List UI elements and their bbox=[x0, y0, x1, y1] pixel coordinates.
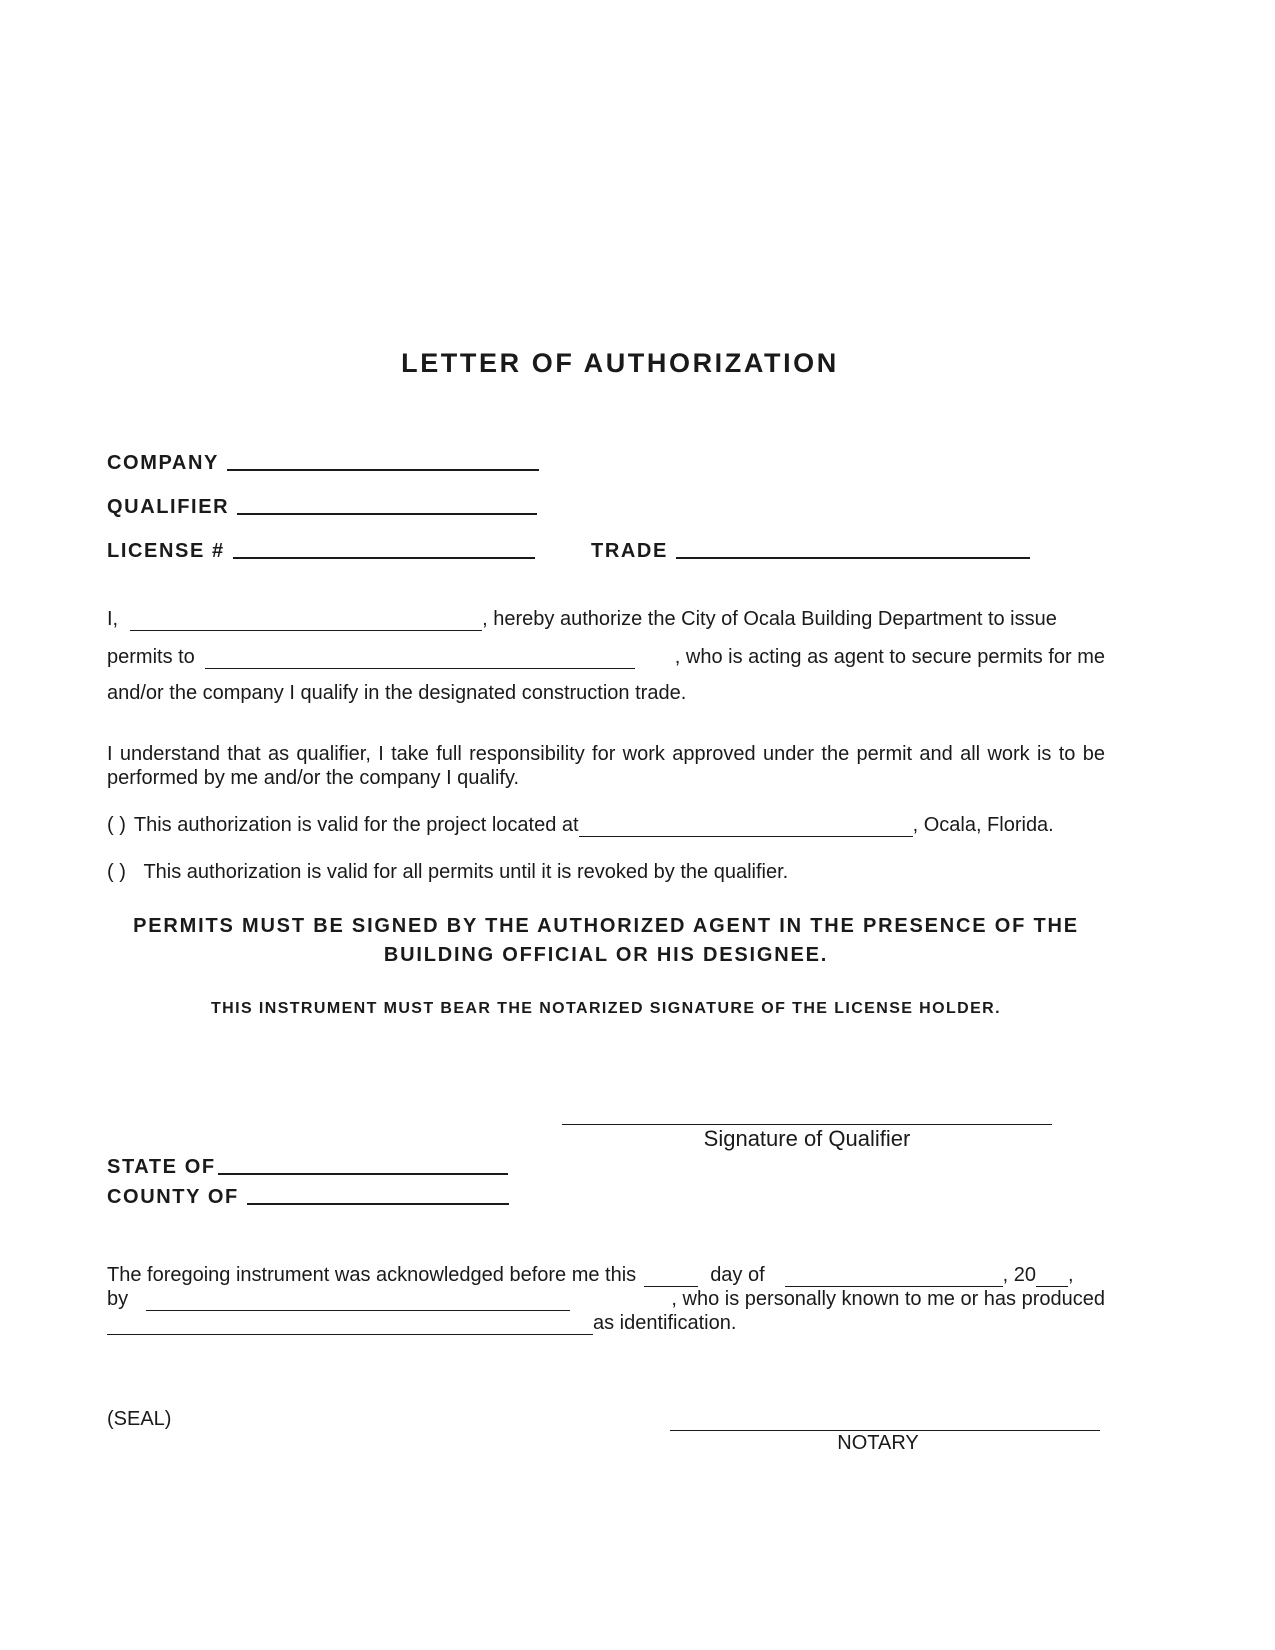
company-label: COMPANY bbox=[107, 452, 219, 474]
ack-identification-blank[interactable] bbox=[107, 1316, 593, 1335]
option-project-text: This authorization is valid for the project located at bbox=[133, 814, 579, 836]
para1-line2-end: , who is acting as agent to secure permits for me bbox=[674, 646, 1105, 668]
name-blank[interactable] bbox=[130, 612, 482, 631]
qualifier-input-line[interactable] bbox=[237, 512, 537, 515]
notarized-signature-notice: THIS INSTRUMENT MUST BEAR THE NOTARIZED SIGNATURE OF THE LICENSE HOLDER. bbox=[211, 1000, 1001, 1017]
qualifier-field bbox=[107, 496, 537, 519]
ack-line1 bbox=[107, 1264, 1074, 1287]
ack-line2 bbox=[107, 1288, 1105, 1311]
ack-line1-c: , 20 bbox=[1002, 1264, 1037, 1286]
option-project-checkbox[interactable]: ( ) bbox=[107, 814, 126, 836]
qualifier-signature-label: Signature of Qualifier bbox=[703, 1126, 911, 1151]
ack-line1-d: , bbox=[1068, 1264, 1074, 1286]
ack-day-blank[interactable] bbox=[644, 1268, 698, 1287]
trade-input-line[interactable] bbox=[676, 556, 1030, 559]
county-label: COUNTY OF bbox=[107, 1186, 239, 1208]
option-all-permits-checkbox[interactable]: ( ) bbox=[107, 861, 126, 883]
notary-label: NOTARY bbox=[837, 1432, 919, 1454]
para1-line3: and/or the company I qualify in the designated construction trade. bbox=[107, 682, 687, 704]
ack-year-blank[interactable] bbox=[1036, 1268, 1068, 1287]
notary-signature-line[interactable] bbox=[670, 1430, 1100, 1431]
company-field bbox=[107, 452, 539, 475]
ack-line1-a: The foregoing instrument was acknowledged before me this bbox=[107, 1264, 637, 1286]
qualifier-label: QUALIFIER bbox=[107, 496, 230, 518]
ack-line2-b: , who is personally known to me or has produced bbox=[671, 1288, 1105, 1310]
para1-line2-start: permits to bbox=[107, 646, 195, 668]
ack-line3-text: as identification. bbox=[593, 1312, 737, 1334]
ack-line1-b: day of bbox=[710, 1264, 765, 1286]
state-field bbox=[107, 1156, 508, 1179]
ack-person-blank[interactable] bbox=[146, 1292, 570, 1311]
project-location-blank[interactable] bbox=[579, 818, 913, 837]
responsibility-paragraph: I understand that as qualifier, I take full responsibility for work approved under the permit and all work is to be performed by me and/or the company I qualify. bbox=[107, 743, 1105, 789]
agent-blank[interactable] bbox=[205, 650, 635, 669]
option-project-tail: , Ocala, Florida. bbox=[912, 814, 1054, 836]
option-all-permits bbox=[107, 861, 788, 884]
county-input-line[interactable] bbox=[247, 1202, 509, 1205]
agent-signing-notice: PERMITS MUST BE SIGNED BY THE AUTHORIZED AGENT IN THE PRESENCE OF THE BUILDING OFFICIAL OR HIS DESIGNEE. bbox=[133, 915, 1079, 966]
state-input-line[interactable] bbox=[218, 1172, 508, 1175]
para1-line1-start: I, bbox=[107, 608, 119, 630]
license-label: LICENSE # bbox=[107, 540, 225, 562]
trade-label: TRADE bbox=[591, 540, 668, 562]
ack-line3 bbox=[107, 1312, 736, 1335]
para1-line2 bbox=[107, 646, 1105, 669]
option-project bbox=[107, 814, 1054, 837]
county-field bbox=[107, 1186, 509, 1209]
ack-month-blank[interactable] bbox=[785, 1268, 1003, 1287]
license-input-line[interactable] bbox=[233, 556, 535, 559]
seal-label: (SEAL) bbox=[107, 1408, 172, 1430]
para1-line1-end: , hereby authorize the City of Ocala Building Department to issue bbox=[482, 608, 1057, 630]
license-field bbox=[107, 540, 535, 563]
trade-field bbox=[591, 540, 1030, 563]
company-input-line[interactable] bbox=[227, 468, 539, 471]
page-title: LETTER OF AUTHORIZATION bbox=[401, 348, 839, 378]
ack-line2-a: by bbox=[107, 1288, 129, 1310]
option-all-permits-text: This authorization is valid for all permits until it is revoked by the qualifier. bbox=[143, 861, 789, 883]
qualifier-signature-line[interactable] bbox=[562, 1124, 1052, 1125]
state-label: STATE OF bbox=[107, 1156, 216, 1178]
para1-line1 bbox=[107, 608, 1105, 631]
